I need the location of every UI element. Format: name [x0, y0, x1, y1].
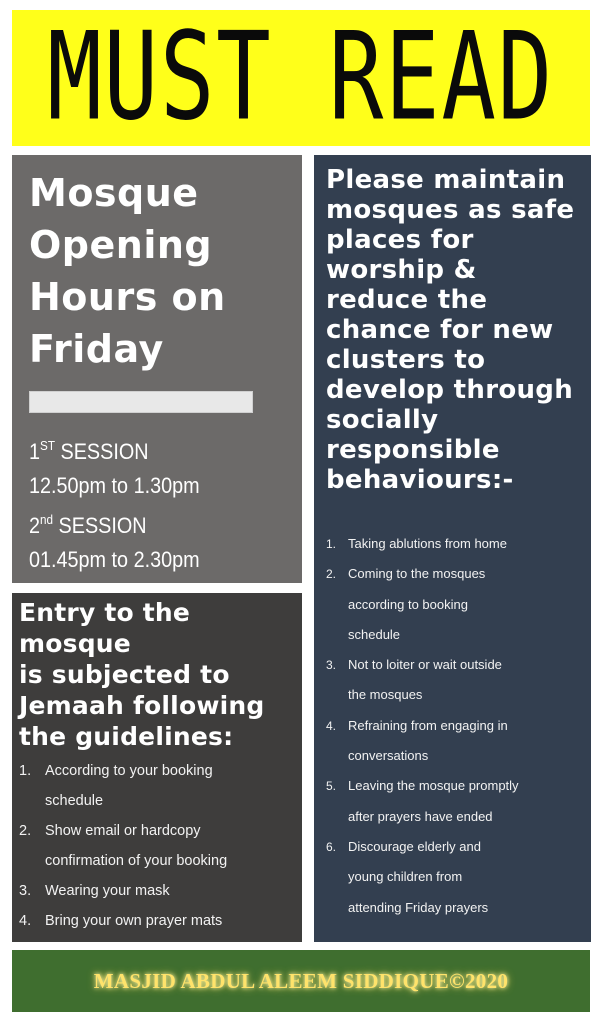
entry-title: [19, 597, 294, 752]
guidelines-list-item: [326, 711, 583, 772]
list-item-text: the mosques: [348, 687, 423, 703]
entry-list-item: [19, 816, 294, 876]
entry-guidelines-panel: [12, 593, 302, 942]
entry-list: [19, 756, 294, 936]
opening-hours-panel: [12, 155, 302, 583]
list-item-text: Show email or hardcopy: [45, 823, 201, 839]
must-read-banner: [12, 7, 590, 148]
guidelines-title-line: socially: [326, 405, 439, 435]
guidelines-title-line: worship &: [326, 255, 477, 285]
list-item-text: after prayers have ended: [348, 808, 493, 824]
list-number: 1.: [19, 763, 32, 779]
list-number: 2.: [19, 823, 32, 839]
list-number: 3.: [326, 658, 337, 673]
list-number: 4.: [326, 718, 337, 733]
guidelines-title-line: develop through: [326, 375, 574, 405]
guidelines-title-line: mosques as safe: [326, 195, 575, 225]
guidelines-title-line: reduce the: [326, 285, 488, 315]
list-item-text: according to booking: [348, 596, 468, 612]
entry-title-line: is subjected to: [19, 660, 230, 689]
list-item-text: confirmation of your booking: [45, 853, 228, 869]
list-item-text: Taking ablutions from home: [348, 536, 507, 551]
entry-title-line: Jemaah following: [19, 691, 265, 720]
guidelines-list: [326, 529, 583, 923]
session-list: [29, 429, 292, 577]
list-number: 4.: [19, 913, 32, 929]
guidelines-list-item: [326, 771, 583, 832]
divider-bar: [29, 391, 253, 413]
guidelines-list-item: [326, 529, 583, 559]
banner-title: MUST READ: [47, 7, 555, 148]
list-number: 3.: [19, 883, 32, 899]
list-item-text: schedule: [45, 793, 104, 809]
hours-title-line: Mosque Opening Hours on Friday: [29, 171, 226, 371]
guidelines-title-line: clusters to: [326, 345, 486, 375]
list-number: 2.: [326, 567, 337, 582]
list-number: 6.: [326, 839, 337, 854]
guidelines-title-line: responsible: [326, 435, 500, 465]
entry-title-line: mosque: [19, 629, 131, 658]
guidelines-list-item: [326, 650, 583, 711]
safety-guidelines-panel: [314, 155, 591, 942]
list-item-text: Refraining from engaging in: [348, 717, 508, 733]
hours-title: [29, 167, 292, 375]
list-item-text: attending Friday prayers: [348, 899, 489, 915]
entry-list-item: [19, 756, 294, 816]
list-item-text: young children from: [348, 869, 463, 885]
list-number: 5.: [326, 779, 337, 794]
entry-list-item: [19, 876, 294, 906]
guidelines-title: [326, 165, 583, 495]
footer-text: MASJID ABDUL ALEEM SIDDIQUE©2020: [93, 968, 509, 993]
list-item-text: Wearing your mask: [45, 883, 170, 899]
entry-title-line: Entry to the: [19, 598, 191, 627]
guidelines-list-item: [326, 559, 583, 650]
list-number: 1.: [326, 537, 337, 551]
session-1-label: 1ST SESSION: [29, 438, 149, 464]
guidelines-list-item: [326, 832, 583, 923]
list-item-text: Bring your own prayer mats: [45, 913, 223, 929]
session-2-label: 2nd SESSION: [29, 512, 147, 538]
list-item-text: Discourage elderly and: [348, 838, 481, 854]
list-item-text: schedule: [348, 626, 401, 642]
guidelines-title-line: chance for new: [326, 315, 554, 345]
guidelines-title-line: behaviours:-: [326, 465, 514, 495]
guidelines-title-line: Please maintain: [326, 165, 566, 195]
guidelines-title-line: places for: [326, 225, 474, 255]
footer-banner: [12, 950, 590, 1012]
list-item-text: According to your booking: [45, 763, 213, 779]
list-item-text: Not to loiter or wait outside: [348, 657, 502, 673]
list-item-text: Leaving the mosque promptly: [348, 778, 519, 794]
entry-title-line: the guidelines:: [19, 722, 234, 751]
session-1-time: 12.50pm to 1.30pm: [29, 473, 200, 498]
list-item-text: conversations: [348, 748, 429, 764]
session-2-time: 01.45pm to 2.30pm: [29, 547, 200, 572]
entry-list-item: [19, 906, 294, 936]
list-item-text: Coming to the mosques: [348, 566, 486, 582]
